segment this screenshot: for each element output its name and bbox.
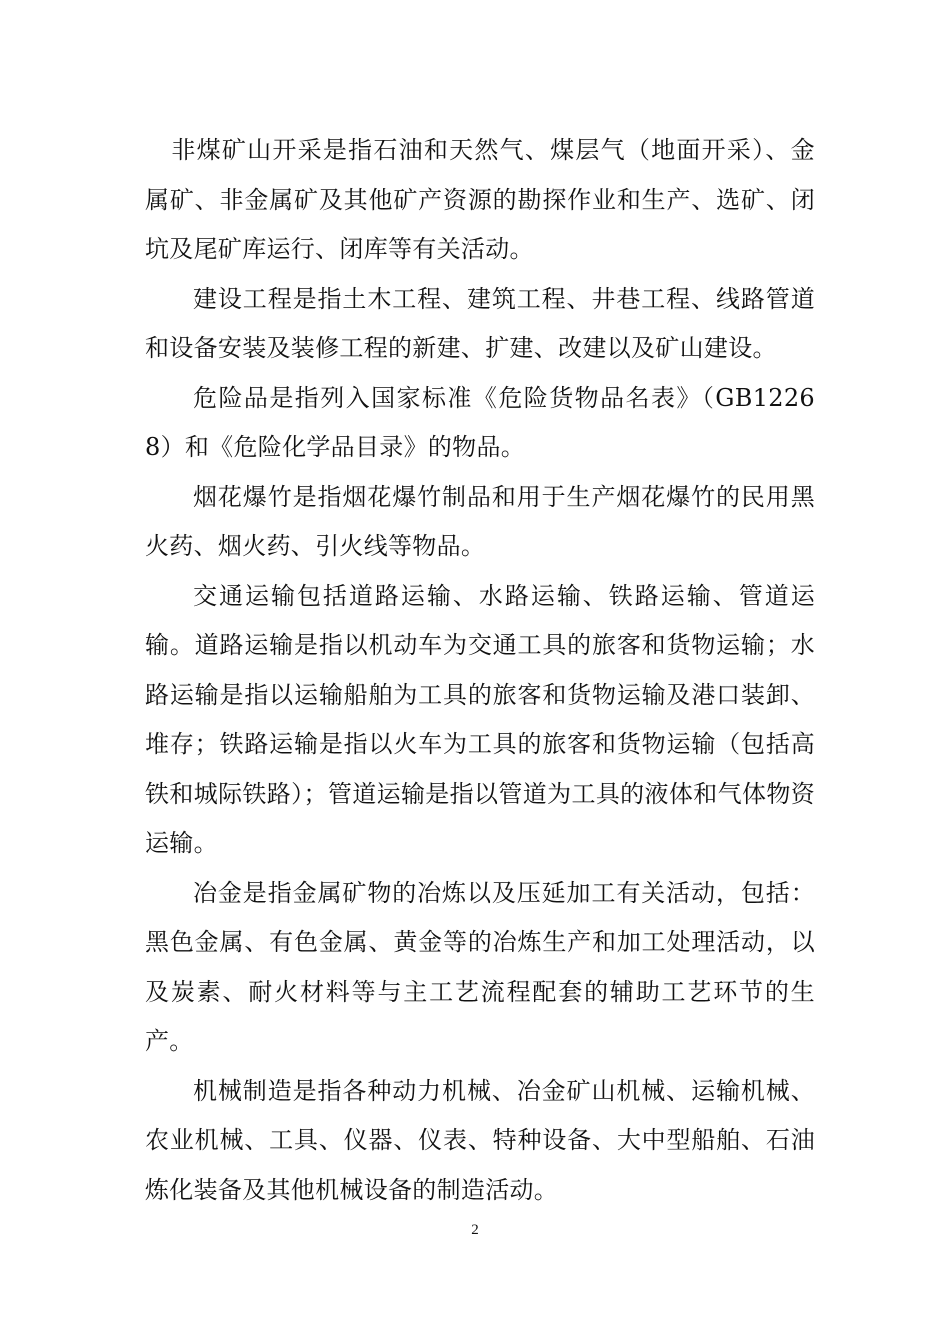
paragraph-transportation: 交通运输包括道路运输、水路运输、铁路运输、管道运输。道路运输是指以机动车为交通工具的旅客和货物运输；水路运输是指以运输船舶为工具的旅客和货物运输及港口装卸、堆存；铁路运输是指以火车为工具的旅客和货物运输（包括高铁和城际铁路）；管道运输是指以管道为工具的液体和气体物资运输。 <box>145 581 815 857</box>
paragraph-metallurgy: 冶金是指金属矿物的冶炼以及压延加工有关活动，包括：黑色金属、有色金属、黄金等的冶炼生产和加工处理活动，以及炭素、耐火材料等与主工艺流程配套的辅助工艺环节的生产。 <box>145 878 815 1055</box>
paragraph-construction-engineering: 建设工程是指土木工程、建筑工程、井巷工程、线路管道和设备安装及装修工程的新建、扩建、改建以及矿山建设。 <box>145 284 815 362</box>
paragraph-non-coal-mining: 非煤矿山开采是指石油和天然气、煤层气（地面开采）、金属矿、非金属矿及其他矿产资源的勘探作业和生产、选矿、闭坑及尾矿库运行、闭库等有关活动。 <box>145 136 815 263</box>
document-body <box>145 126 815 1215</box>
page-number: 2 <box>471 1222 479 1238</box>
paragraph-machinery-manufacturing: 机械制造是指各种动力机械、冶金矿山机械、运输机械、农业机械、工具、仪器、仪表、特种设备、大中型船舶、石油炼化装备及其他机械设备的制造活动。 <box>145 1076 815 1204</box>
paragraph-fireworks: 烟花爆竹是指烟花爆竹制品和用于生产烟花爆竹的民用黑火药、烟火药、引火线等物品。 <box>145 482 815 560</box>
paragraph-hazardous-goods: 危险品是指列入国家标准《危险货物品名表》（GB12268）和《危险化学品目录》的物品。 <box>145 383 815 461</box>
